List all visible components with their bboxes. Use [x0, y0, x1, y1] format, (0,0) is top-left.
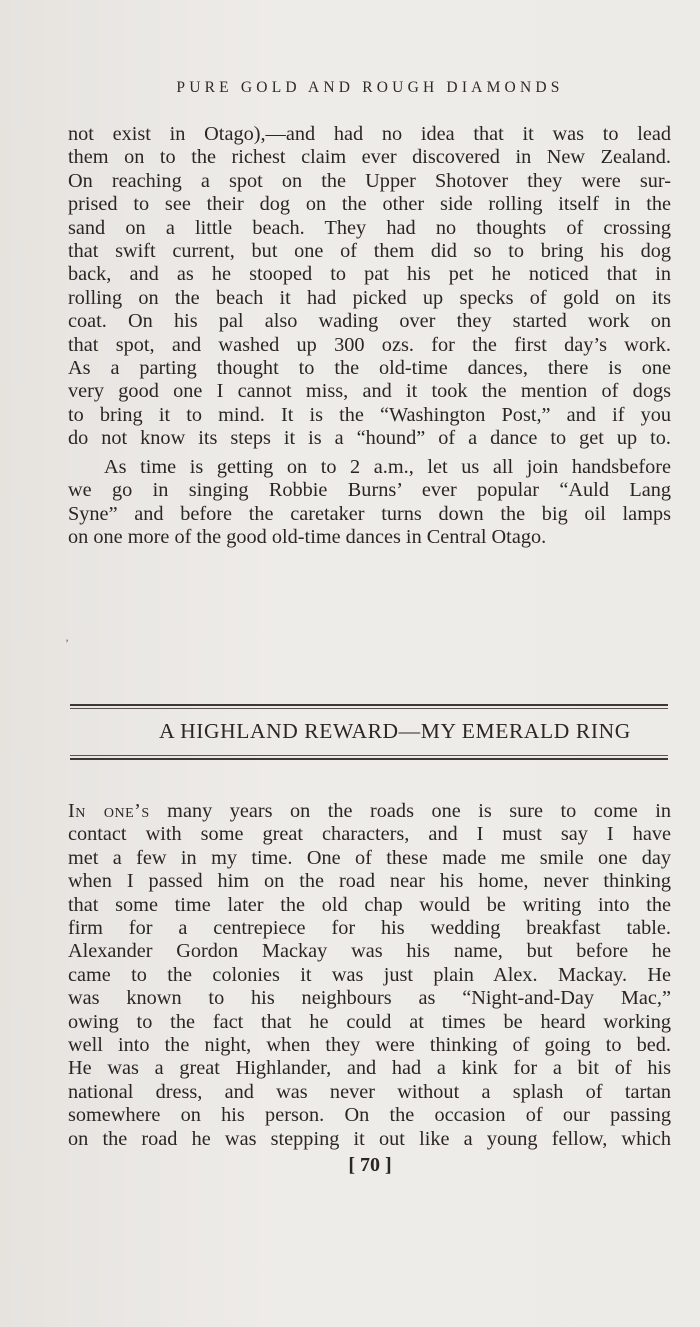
text-line: rolling on the beach it had picked up specks of gold on its — [68, 286, 671, 309]
text-line: that spot, and washed up 300 ozs. for the first day’s work. — [68, 333, 671, 356]
text-line: coat. On his pal also wading over they started work on — [68, 310, 671, 333]
text-line: owing to the fact that he could at times be heard working — [68, 1010, 671, 1033]
text-line: was known to his neighbours as “Night-and-Day Mac,” — [68, 987, 671, 1010]
text-line: Alexander Gordon Mackay was his name, but before he — [68, 940, 671, 963]
text-line: came to the colonies it was just plain Alex. Mackay. He — [68, 963, 671, 986]
text-line: prised to see their dog on the other side rolling itself in the — [68, 193, 671, 216]
text-line: He was a great Highlander, and had a kink for a bit of his — [68, 1057, 671, 1080]
rule-thin — [70, 708, 668, 709]
text-line: that swift current, but one of them did so to bring his dog — [68, 240, 671, 263]
text-line: met a few in my time. One of these made me smile one day — [68, 846, 671, 869]
rule-thin — [70, 755, 668, 756]
text-line: Syne” and before the caretaker turns down the big oil lamps — [68, 502, 671, 525]
text-line: we go in singing Robbie Burns’ ever popular “Auld Lang — [68, 479, 671, 502]
text-line: on one more of the good old-time dances in Central Otago. — [68, 526, 547, 549]
text-line: that some time later the old chap would be writing into the — [68, 893, 671, 916]
text-line: on the road he was stepping it out like a young fellow, which — [68, 1127, 671, 1150]
text-line-first — [68, 800, 671, 823]
text-line: somewhere on his person. On the occasion of our passing — [68, 1104, 671, 1127]
text-line: As a parting thought to the old-time dances, there is one — [68, 357, 671, 380]
paragraph-closing — [68, 456, 671, 550]
text-line: national dress, and was never without a splash of tartan — [68, 1080, 671, 1103]
text-line: to bring it to mind. It is the “Washington Post,” and if you — [68, 403, 671, 426]
paragraph-continued — [68, 123, 671, 451]
text-line: contact with some great characters, and I must say I have — [68, 823, 671, 846]
chapter-opening-paragraph — [68, 800, 671, 1151]
text-line: very good one I cannot miss, and it took the mention of dogs — [68, 380, 671, 403]
text-line: them on to the richest claim ever discovered in New Zealand. — [68, 146, 671, 169]
text-line: well into the night, when they were thinking of going to bed. — [68, 1034, 671, 1057]
stray-ink-mark: ’ — [65, 636, 69, 650]
text-line: On reaching a spot on the Upper Shotover they were sur- — [68, 169, 671, 192]
text-line: sand on a little beach. They had no thoughts of crossing — [68, 216, 671, 239]
chapter-rule-bottom — [70, 755, 668, 760]
rule-thick — [70, 758, 668, 760]
running-head: PURE GOLD AND ROUGH DIAMONDS — [176, 79, 564, 96]
chapter-rule-top — [70, 704, 668, 709]
text-line: do not know its steps it is a “hound” of a dance to get up to. — [68, 427, 671, 450]
chapter-title: A HIGHLAND REWARD—MY EMERALD RING — [159, 719, 631, 743]
text-line: As time is getting on to 2 a.m., let us all join handsbefore — [104, 456, 671, 478]
text-line: when I passed him on the road near his home, never thinking — [68, 870, 671, 893]
opening-small-caps: In one’s — [68, 800, 150, 822]
text-line: back, and as he stooped to pat his pet he noticed that in — [68, 263, 671, 286]
opening-line-rest: many years on the roads one is sure to come in — [149, 800, 671, 822]
text-line: firm for a centrepiece for his wedding breakfast table. — [68, 917, 671, 940]
page-number: [ 70 ] — [348, 1154, 392, 1176]
text-line: not exist in Otago),—and had no idea that it was to lead — [68, 123, 671, 145]
rule-thick — [70, 704, 668, 706]
